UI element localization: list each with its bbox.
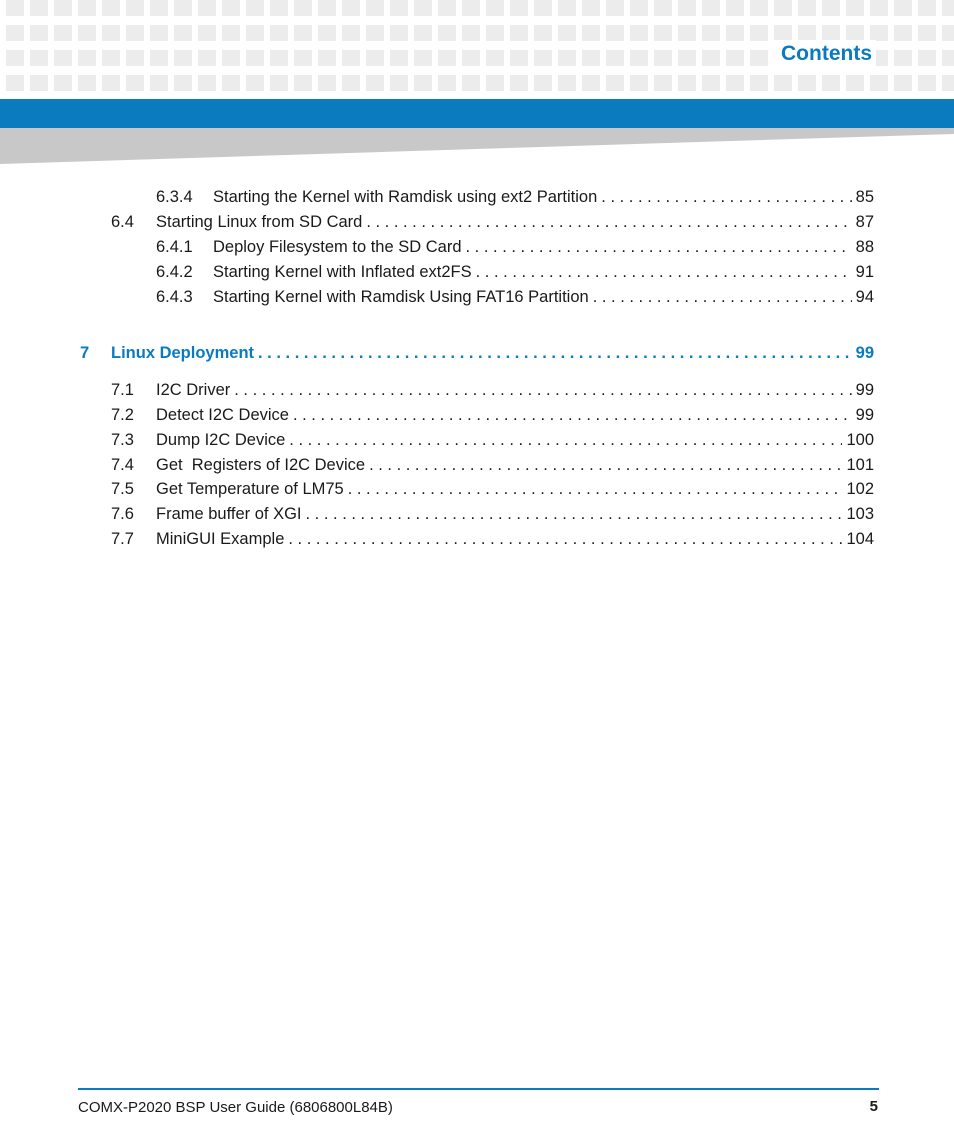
toc-dot-leader bbox=[306, 505, 843, 524]
toc-entry-title: Deploy Filesystem to the SD Card bbox=[213, 238, 462, 256]
toc-entry-title: Get Temperature of LM75 bbox=[156, 480, 344, 498]
page-title: Contents bbox=[773, 40, 876, 70]
toc-dot-leader bbox=[593, 288, 852, 307]
toc-entry-title: Frame buffer of XGI bbox=[156, 505, 302, 523]
toc-entry-title: MiniGUI Example bbox=[156, 530, 285, 548]
toc-entry[interactable] bbox=[111, 480, 874, 499]
toc-entry-number: 6.4 bbox=[111, 213, 134, 231]
footer-page-number: 5 bbox=[869, 1098, 878, 1115]
toc-entry-page: 94 bbox=[855, 288, 874, 306]
toc-entry-page: 88 bbox=[855, 238, 874, 256]
header-wedge bbox=[0, 128, 954, 164]
toc-entry-title: Starting Linux from SD Card bbox=[156, 213, 363, 231]
toc-entry[interactable] bbox=[156, 288, 874, 307]
toc-entry-page: 99 bbox=[855, 344, 874, 362]
toc-entry-title: Detect I2C Device bbox=[156, 406, 289, 424]
toc-dot-leader bbox=[289, 431, 842, 450]
toc-entry-page: 100 bbox=[846, 431, 874, 449]
toc-entry-number: 7.2 bbox=[111, 406, 134, 424]
toc-entry[interactable] bbox=[111, 381, 874, 400]
toc-entry-number: 6.4.2 bbox=[156, 263, 193, 281]
toc-dot-leader bbox=[466, 238, 852, 257]
toc-entry[interactable] bbox=[156, 238, 874, 257]
toc-entry-number: 6.3.4 bbox=[156, 188, 193, 206]
toc-entry-page: 99 bbox=[855, 381, 874, 399]
footer-rule bbox=[78, 1088, 879, 1090]
toc-entry[interactable] bbox=[156, 188, 874, 207]
toc-dot-leader bbox=[293, 406, 852, 425]
toc-entry[interactable] bbox=[111, 456, 874, 475]
toc-chapter-entry[interactable] bbox=[80, 344, 874, 363]
toc-entry[interactable] bbox=[111, 213, 874, 232]
toc-dot-leader bbox=[234, 381, 851, 400]
toc-entry-number: 7.1 bbox=[111, 381, 134, 399]
toc-entry-title: Starting Kernel with Inflated ext2FS bbox=[213, 263, 472, 281]
footer-document-title: COMX-P2020 BSP User Guide (6806800L84B) bbox=[78, 1099, 393, 1116]
toc-entry-page: 85 bbox=[855, 188, 874, 206]
toc-entry-title: I2C Driver bbox=[156, 381, 231, 399]
toc-entry[interactable] bbox=[111, 406, 874, 425]
toc-entry-page: 87 bbox=[855, 213, 874, 231]
toc-entry-title: Get Registers of I2C Device bbox=[156, 456, 366, 474]
toc-dot-leader bbox=[288, 530, 842, 549]
toc-entry-page: 102 bbox=[846, 480, 874, 498]
toc-entry-number: 7.7 bbox=[111, 530, 134, 548]
toc-dot-leader bbox=[476, 263, 852, 282]
toc-entry-title: Starting the Kernel with Ramdisk using ext2 Partition bbox=[213, 188, 598, 206]
header-band bbox=[0, 99, 954, 128]
toc-entry-number: 6.4.3 bbox=[156, 288, 193, 306]
toc-entry-title: Linux Deployment bbox=[111, 344, 255, 362]
toc-dot-leader bbox=[366, 213, 851, 232]
toc-entry-page: 103 bbox=[846, 505, 874, 523]
toc-entry[interactable] bbox=[111, 431, 874, 450]
toc-entry-number: 7.4 bbox=[111, 456, 134, 474]
toc-dot-leader bbox=[601, 188, 851, 207]
toc-entry-page: 91 bbox=[855, 263, 874, 281]
toc-entry[interactable] bbox=[111, 505, 874, 524]
toc-entry-page: 99 bbox=[855, 406, 874, 424]
toc-dot-leader bbox=[369, 456, 842, 475]
toc-entry-title: Starting Kernel with Ramdisk Using FAT16 Partition bbox=[213, 288, 589, 306]
toc-entry-number: 7.6 bbox=[111, 505, 134, 523]
toc-entry-number: 6.4.1 bbox=[156, 238, 193, 256]
toc-entry-title: Dump I2C Device bbox=[156, 431, 286, 449]
toc-dot-leader bbox=[258, 344, 852, 363]
toc-entry-page: 101 bbox=[846, 456, 874, 474]
toc-entry[interactable] bbox=[111, 530, 874, 549]
toc-entry-number: 7.3 bbox=[111, 431, 134, 449]
toc-entry-number: 7 bbox=[80, 344, 90, 362]
toc-entry[interactable] bbox=[156, 263, 874, 282]
toc-entry-number: 7.5 bbox=[111, 480, 134, 498]
toc-entry-page: 104 bbox=[846, 530, 874, 548]
toc-dot-leader bbox=[348, 480, 843, 499]
